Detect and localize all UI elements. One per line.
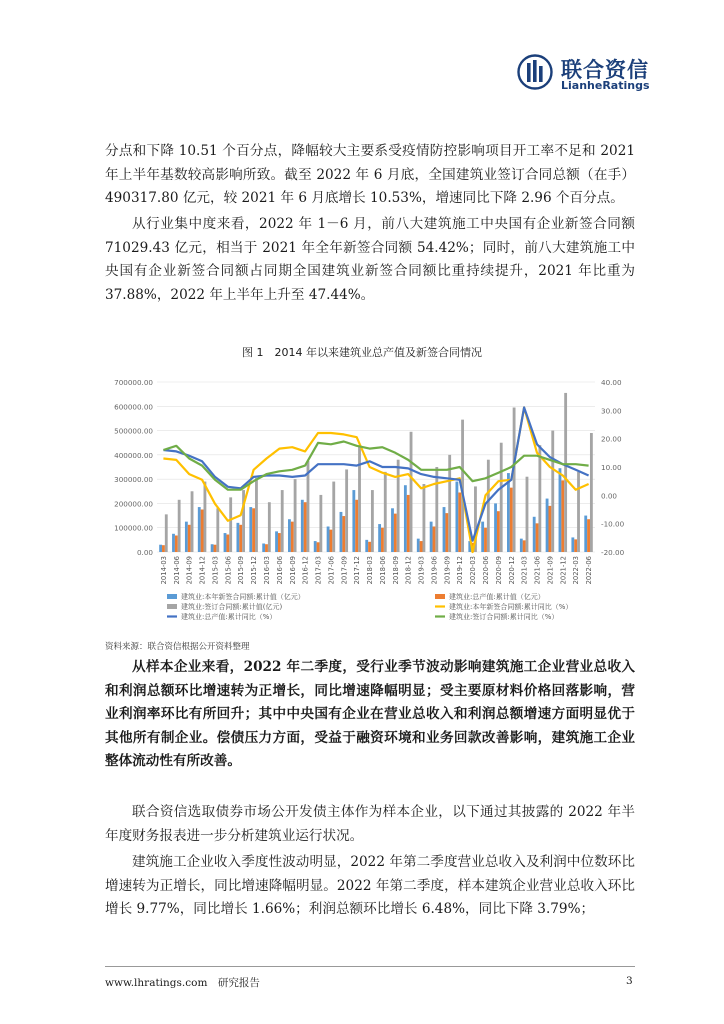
x-tick-label: 2016-09 (288, 556, 297, 585)
bar (587, 519, 590, 552)
y-left-tick-label: 100000.00 (114, 523, 153, 533)
bar (546, 499, 549, 552)
series-line (163, 408, 588, 553)
bar (394, 514, 397, 552)
bar (417, 539, 420, 552)
bar (538, 445, 541, 552)
x-tick-label: 2014-03 (159, 556, 168, 585)
bar (584, 516, 587, 552)
bar (236, 523, 239, 552)
bar (314, 541, 317, 552)
bar (216, 508, 219, 552)
bar (564, 393, 567, 552)
bar (278, 533, 281, 552)
y-left-tick-label: 700000.00 (114, 378, 153, 387)
bar (268, 502, 271, 552)
x-tick-label: 2018-06 (378, 556, 387, 585)
y-left-tick-label: 0.00 (136, 548, 153, 557)
bar (577, 472, 580, 552)
bar (229, 497, 232, 552)
x-tick-label: 2021-09 (546, 556, 555, 585)
bar (497, 511, 500, 552)
y-right-tick-label: -20.00 (601, 548, 625, 557)
x-tick-label: 2018-09 (391, 556, 400, 585)
bar (249, 507, 252, 552)
bar (368, 542, 371, 552)
legend-label: 建筑业:总产值:累计值（亿元） (449, 593, 545, 601)
bar (188, 525, 191, 552)
bar (561, 480, 564, 552)
bar (294, 479, 297, 552)
x-tick-label: 2021-06 (533, 556, 542, 585)
y-left-tick-label: 400000.00 (114, 450, 153, 460)
x-tick-label: 2019-03 (417, 556, 426, 585)
bar (484, 528, 487, 552)
x-tick-label: 2014-12 (198, 556, 207, 585)
bar (262, 544, 265, 553)
bar (288, 519, 291, 552)
bar (332, 482, 335, 552)
page-number: 3 (626, 975, 633, 987)
logo-text-en: LianheRatings (561, 79, 650, 92)
x-tick-label: 2016-06 (275, 556, 284, 585)
bar (391, 508, 394, 552)
series-line (163, 442, 588, 490)
y-left-tick-label: 300000.00 (114, 475, 153, 485)
legend-swatch (167, 594, 177, 599)
x-tick-label: 2020-06 (482, 556, 490, 585)
x-tick-label: 2015-12 (250, 556, 259, 585)
bar (430, 522, 433, 552)
x-tick-label: 2017-03 (314, 556, 323, 585)
company-logo (517, 52, 677, 98)
bar (204, 482, 207, 552)
bar (178, 500, 181, 552)
bar (319, 495, 322, 552)
bar (371, 490, 374, 552)
legend-label: 建筑业:签订合同额:累计同比（%） (449, 613, 559, 621)
y-left-tick-label: 200000.00 (114, 499, 153, 509)
bar (507, 473, 510, 552)
bar (345, 469, 348, 552)
bar (455, 482, 458, 552)
bar (458, 493, 461, 553)
bar (162, 545, 165, 552)
figure-title: 图 1 2014 年以来建筑业总产值及新签合同情况 (242, 346, 482, 359)
y-right-tick-label: 30.00 (601, 406, 622, 416)
bar (536, 523, 539, 552)
bar (342, 516, 345, 552)
bar (301, 500, 304, 552)
paragraph-5: 建筑施工企业收入季度性波动明显，2022 年第二季度营业总收入及利润中位数环比增速转为正增长，同比增速降幅明显。2022 年第二季度，样本建筑企业营业总收入环比增长 9.77%，同比增长 1.66%；利润总额环比增长 6.48%，同比下降 3.79%； (105, 854, 635, 918)
bar (410, 432, 413, 552)
bar (224, 533, 227, 552)
bar (381, 528, 384, 552)
paragraph-1: 分点和下降 10.51 个百分点，降幅较大主要系受疫情防控影响项目开工率不足和 2021 年上半年基数较高影响所致。截至 2022 年 6 月底，全国建筑业签订合同总额（在手）490317.80 亿元，较 2021 年 6 月底增长 10.53%，增速同比下降 2.96 个百分点。 (105, 143, 635, 207)
bar (201, 510, 204, 553)
bar (365, 540, 368, 552)
footer-divider (105, 966, 635, 967)
x-tick-label: 2019-09 (443, 556, 452, 585)
x-tick-label: 2021-03 (520, 556, 529, 585)
bar (265, 544, 268, 552)
legend-swatch (167, 604, 177, 609)
bar (275, 531, 278, 552)
paragraph-2: 从行业集中度来看，2022 年 1－6 月，前八大建筑施工中央国有企业新签合同额 71029.43 亿元，相当于 2021 年全年新签合同额 54.42%；同时，前八大建筑施工中央国有企业新签合同额占同期全国建筑业新签合同额比重持续提升，2021 年比重为 37.88%，2022 年上半年上升至 47.44%。 (105, 216, 635, 303)
x-tick-label: 2017-06 (327, 556, 336, 585)
combo-chart (105, 362, 635, 632)
bar (340, 512, 343, 552)
bar (500, 443, 503, 552)
bar (445, 513, 448, 552)
y-right-tick-label: 20.00 (601, 434, 622, 444)
bar (559, 468, 562, 552)
bar (165, 514, 168, 552)
bar (329, 530, 332, 552)
x-tick-label: 2019-06 (430, 556, 439, 585)
lianhe-logo-icon (517, 54, 553, 90)
x-tick-label: 2020-09 (494, 556, 503, 585)
bar (548, 506, 551, 552)
bar (352, 490, 355, 552)
bar (571, 537, 574, 552)
bar (291, 522, 294, 552)
x-tick-label: 2015-03 (211, 556, 220, 585)
bar (255, 478, 258, 552)
y-left-tick-label: 600000.00 (114, 402, 153, 412)
bar (443, 507, 446, 552)
y-right-tick-label: 0.00 (601, 491, 618, 501)
bar (551, 431, 554, 552)
bar (407, 495, 410, 552)
x-tick-label: 2021-12 (559, 556, 568, 585)
bar (172, 534, 175, 552)
x-tick-label: 2018-03 (366, 556, 375, 585)
bar (191, 491, 194, 552)
bar (175, 535, 178, 552)
bar (378, 524, 381, 552)
bar (590, 433, 593, 552)
x-tick-label: 2019-12 (456, 556, 465, 585)
bar (404, 485, 407, 552)
bar (435, 467, 438, 552)
x-tick-label: 2016-12 (301, 556, 310, 585)
bar (327, 527, 330, 553)
bar (239, 525, 242, 552)
bar (397, 460, 400, 552)
bar (226, 535, 229, 552)
legend-label: 建筑业:本年新签合同额:累计同比（%） (449, 603, 573, 611)
bar (510, 488, 513, 552)
bar (355, 500, 358, 552)
x-tick-label: 2018-12 (404, 556, 413, 585)
bar (420, 541, 423, 552)
legend-label: 建筑业:签订合同额:累计值(亿元) (181, 603, 283, 611)
x-tick-label: 2017-12 (353, 556, 362, 585)
bar (317, 542, 320, 552)
bar (520, 539, 523, 552)
bar (252, 508, 255, 552)
x-tick-label: 2022-06 (585, 556, 594, 585)
bar (211, 544, 214, 552)
bar (304, 502, 307, 552)
bar (481, 522, 484, 552)
y-right-tick-label: -10.00 (601, 519, 625, 529)
x-tick-label: 2022-03 (572, 556, 581, 585)
x-tick-label: 2015-09 (237, 556, 246, 585)
bar (198, 507, 201, 552)
x-tick-label: 2014-09 (185, 556, 194, 585)
paragraph-4: 联合资信选取债券市场公开发债主体作为样本企业，以下通过其披露的 2022 年半年度财务报表进一步分析建筑业运行状况。 (105, 804, 635, 844)
legend-swatch (435, 594, 445, 599)
x-tick-label: 2014-06 (172, 556, 181, 585)
bar (523, 540, 526, 552)
bar (185, 522, 188, 552)
x-tick-label: 2017-09 (340, 556, 349, 585)
y-right-tick-label: 10.00 (601, 463, 622, 472)
bar (159, 545, 162, 552)
y-right-tick-label: 40.00 (601, 378, 622, 387)
x-tick-label: 2020-03 (469, 556, 478, 585)
x-tick-label: 2016-03 (263, 556, 271, 585)
legend-label: 建筑业:本年新签合同额:累计值（亿元） (181, 593, 305, 601)
bar (214, 545, 217, 552)
bar (358, 446, 361, 552)
x-tick-label: 2015-06 (224, 556, 233, 585)
paragraph-3: 从样本企业来看，2022 年二季度，受行业季节波动影响建筑施工企业营业总收入和利润总额环比增速转为正增长，同比增速降幅明显；受主要原材料价格回落影响，营业利润率环比有所回升；其中中央国有企业在营业总收入和利润总额增速方面明显优于其他所有制企业。偿债压力方面，受益于融资环境和业务回款改善影响，建筑施工企业整体流动性有所改善。 (105, 659, 635, 770)
figure-source: 资料来源：联合资信根据公开资料整理 (105, 642, 250, 652)
bar (513, 408, 516, 553)
bar (526, 477, 529, 552)
bar (423, 484, 426, 552)
bar (494, 503, 497, 552)
footer-site: www.lhratings.com 研究报告 (105, 977, 260, 989)
bar (433, 527, 436, 553)
legend-label: 建筑业:总产值:累计同比（%） (181, 613, 277, 621)
bar (281, 490, 284, 552)
y-left-tick-label: 500000.00 (114, 426, 153, 436)
x-tick-label: 2020-12 (507, 556, 516, 585)
bar (533, 517, 536, 552)
bar (384, 472, 387, 552)
bar (487, 460, 490, 552)
logo-text-cn: 联合资信 (561, 58, 649, 82)
bar (574, 539, 577, 552)
